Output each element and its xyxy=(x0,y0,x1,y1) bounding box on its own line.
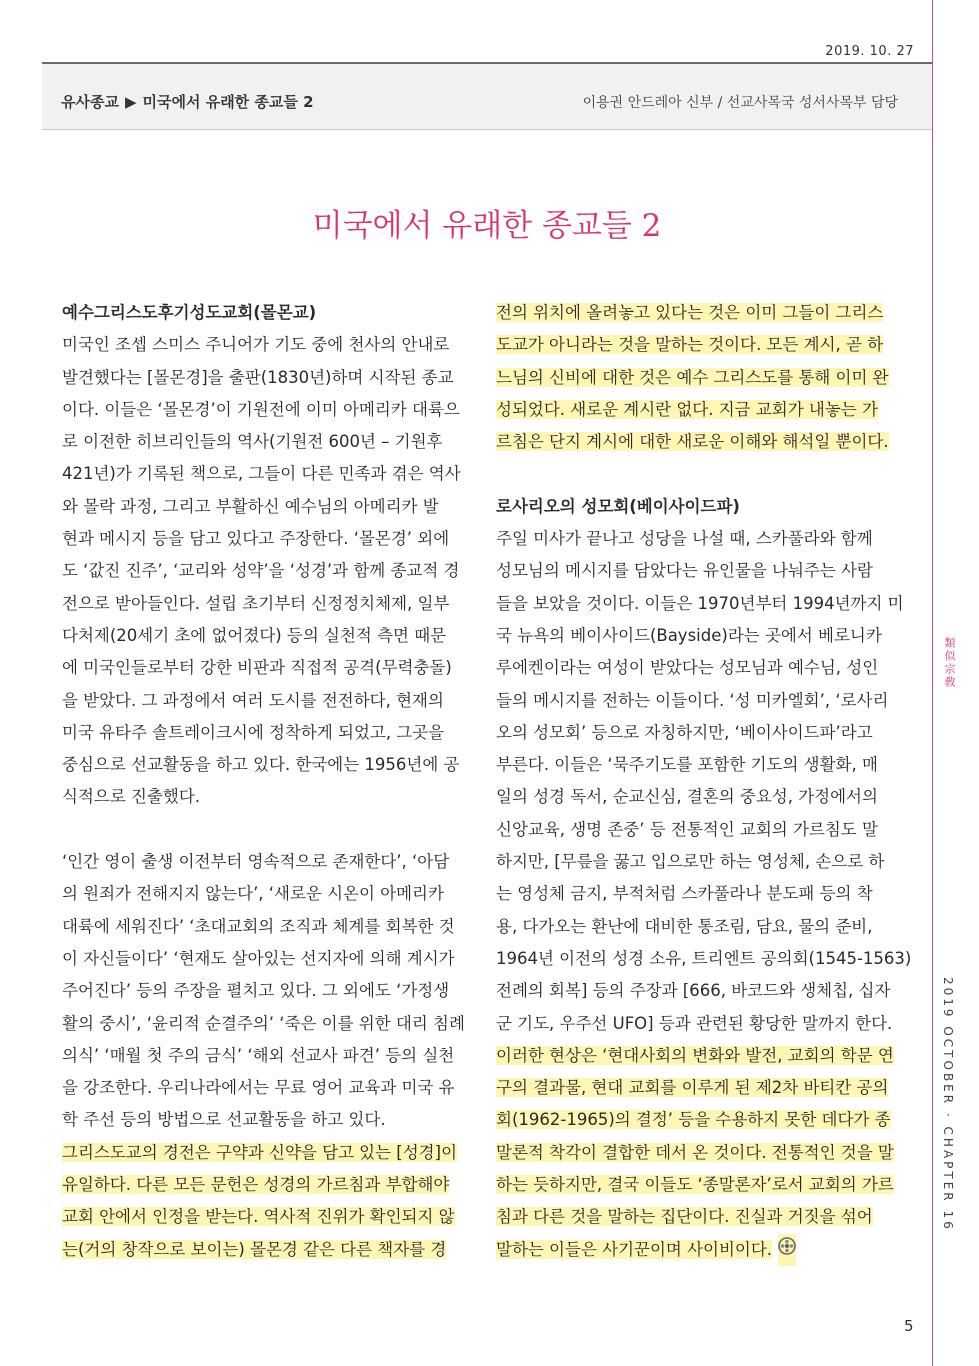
line-text: 중심으로 선교활동을 하고 있다. 한국에는 1956년에 공 xyxy=(62,755,460,775)
article-title: 미국에서 유래한 종교들 2 xyxy=(312,208,662,244)
body-line xyxy=(496,943,912,975)
left-column xyxy=(62,297,465,1266)
body-line xyxy=(496,555,888,587)
line-text: 의 원죄가 전해지지 않는다’, ‘새로운 시온이 아메리카 xyxy=(62,884,444,904)
body-line xyxy=(496,523,888,555)
end-ornament-icon xyxy=(778,1234,796,1266)
line-text: 전의 위치에 올려놓고 있다는 것은 이미 그들이 그리스 xyxy=(496,303,884,322)
right-column xyxy=(496,297,912,1266)
line-text: 활의 중시’, ‘윤리적 순결주의’ ‘죽은 이를 위한 대리 침례 xyxy=(62,1013,465,1033)
line-text: 을 받았다. 그 과정에서 여러 도시를 전전하다, 현재의 xyxy=(62,690,444,710)
line-text: 을 강조한다. 우리나라에서는 무료 영어 교육과 미국 유 xyxy=(62,1078,455,1098)
line-text: 들의 메시지를 전하는 이들이다. ‘성 미카엘회’, ‘로사리 xyxy=(496,690,889,710)
line-text: 는 영성체 금지, 부적처럼 스카풀라나 분도패 등의 착 xyxy=(496,884,873,904)
side-category-label: 類似宗敎 xyxy=(943,637,956,689)
highlighted-line xyxy=(496,1201,888,1233)
highlighted-line xyxy=(496,394,888,426)
line-text: 국 뉴욕의 베이사이드(Bayside)라는 곳에서 베로니카 xyxy=(496,625,882,645)
highlighted-line xyxy=(496,1104,891,1136)
breadcrumb xyxy=(61,91,314,112)
highlighted-line xyxy=(496,1137,894,1169)
body-line xyxy=(62,878,454,910)
sidebar-accent-line xyxy=(932,0,933,1366)
highlighted-line xyxy=(62,1137,458,1169)
breadcrumb-category: 유사종교 xyxy=(61,93,119,111)
line-text: 예수그리스도후기성도교회(몰몬교) xyxy=(62,303,317,322)
line-text: 부른다. 이들은 ‘묵주기도를 포함한 기도의 생활화, 매 xyxy=(496,755,878,775)
line-text: 이다. 이들은 ‘몰몬경’이 기원전에 이미 아메리카 대륙으 xyxy=(62,399,460,419)
line-text: 와 몰락 과정, 그리고 부활하신 예수님의 아메리카 발 xyxy=(62,496,439,516)
line-text: 로사리오의 성모회(베이사이드파) xyxy=(496,496,740,516)
breadcrumb-arrow-icon: ▶ xyxy=(124,93,137,111)
highlighted-line xyxy=(496,1072,888,1104)
highlighted-line xyxy=(496,297,888,329)
author-byline: 이용권 안드레아 신부 / 선교사목국 성서사목부 담당 xyxy=(582,95,898,111)
highlighted-line xyxy=(496,1169,894,1201)
body-line xyxy=(496,685,888,717)
body-line xyxy=(496,975,891,1007)
body-line xyxy=(496,878,888,910)
line-text: 말론적 착각이 결합한 데서 온 것이다. 전통적인 것을 말 xyxy=(496,1142,894,1162)
line-text: 침과 다른 것을 말하는 집단이다. 진실과 거짓을 섞어 xyxy=(496,1207,873,1227)
line-text: 느님의 신비에 대한 것은 예수 그리스도를 통해 이미 완 xyxy=(496,367,889,387)
body-line xyxy=(62,749,460,781)
highlighted-line xyxy=(496,1040,894,1072)
body-line xyxy=(496,588,904,620)
highlighted-line xyxy=(62,1234,454,1266)
body-line xyxy=(62,975,454,1007)
body-line xyxy=(62,362,454,394)
body-line xyxy=(62,652,454,684)
section-header xyxy=(42,62,932,130)
highlighted-line xyxy=(62,1169,454,1201)
body-line xyxy=(62,329,454,361)
line-text: 의식’ ‘매월 첫 주의 금식’ ‘해외 선교사 파견’ 등의 실천 xyxy=(62,1045,455,1065)
body-line xyxy=(496,620,888,652)
body-line xyxy=(62,620,454,652)
line-text: 말하는 이들은 사기꾼이며 사이비이다. xyxy=(496,1239,773,1259)
line-text: 르침은 단지 계시에 대한 새로운 이해와 해석일 뿐이다. xyxy=(496,432,889,452)
line-text: 이 자신들이다’ ‘현재도 살아있는 선지자에 의해 계시가 xyxy=(62,948,455,968)
line-text: 유일하다. 다른 모든 문헌은 성경의 가르침과 부합해야 xyxy=(62,1175,450,1195)
body-line xyxy=(496,781,888,813)
issue-date: 2019. 10. 27 xyxy=(825,44,914,59)
body-line xyxy=(62,1104,454,1136)
line-text: 현과 메시지 등을 담고 있다고 주장한다. ‘몰몬경’ 외에 xyxy=(62,529,450,549)
body-line xyxy=(62,846,454,878)
line-text: 로 이전한 히브리인들의 역사(기원전 600년 – 기원후 xyxy=(62,432,443,452)
highlighted-line xyxy=(496,1234,888,1266)
body-line xyxy=(62,523,454,555)
body-line xyxy=(496,652,888,684)
line-text: 교회 안에서 인정을 받는다. 역사적 진위가 확인되지 않 xyxy=(62,1207,455,1227)
line-text: 도 ‘값진 진주’, ‘교리와 성약’을 ‘성경’과 함께 종교적 경 xyxy=(62,561,460,581)
line-text: 주일 미사가 끝나고 성당을 나설 때, 스카풀라와 함께 xyxy=(496,529,873,549)
body-line xyxy=(62,588,454,620)
line-text: 들을 보았을 것이다. 이들은 1970년부터 1994년까지 미 xyxy=(496,593,904,613)
line-text: 회(1962-1965)의 결정’ 등을 수용하지 못한 데다가 종 xyxy=(496,1110,891,1130)
body-line xyxy=(496,1008,893,1040)
line-text: 미국 유타주 솔트레이크시에 정착하게 되었고, 그곳을 xyxy=(62,722,445,742)
body-line xyxy=(496,814,888,846)
breadcrumb-topic: 미국에서 유래한 종교들 2 xyxy=(142,93,314,111)
line-text: 1964년 이전의 성경 소유, 트리엔트 공의회(1545-1563) xyxy=(496,948,912,968)
body-line xyxy=(62,458,461,490)
highlighted-line xyxy=(496,426,888,458)
line-text: 하지만, [무릎을 꿇고 입으로만 하는 영성체, 손으로 하 xyxy=(496,852,885,872)
section-heading xyxy=(496,491,888,523)
line-text: 발견했다는 [몰몬경]을 출판(1830년)하며 시작된 종교 xyxy=(62,367,454,387)
body-line xyxy=(62,1008,465,1040)
line-text: 루에켄이라는 여성이 받았다는 성모님과 예수님, 성인 xyxy=(496,658,879,678)
line-text: 그리스도교의 경전은 구약과 신약을 담고 있는 [성경]이 xyxy=(62,1142,458,1162)
paragraph-gap xyxy=(62,814,454,846)
line-text: 는(거의 창작으로 보이는) 몰몬경 같은 다른 책자를 경 xyxy=(62,1239,447,1259)
line-text: 도교가 아니라는 것을 말하는 것이다. 모든 계시, 곧 하 xyxy=(496,335,884,355)
page-number: 5 xyxy=(904,1317,914,1335)
highlighted-line xyxy=(496,362,888,394)
line-text: 하는 듯하지만, 결국 이들도 ‘종말론자’로서 교회의 가르 xyxy=(496,1175,894,1195)
body-line xyxy=(62,781,454,813)
line-text: 다처제(20세기 초에 없어졌다) 등의 실천적 측면 때문 xyxy=(62,625,447,645)
body-line xyxy=(62,1040,454,1072)
line-text: 신앙교육, 생명 존중’ 등 전통적인 교회의 가르침도 말 xyxy=(496,819,878,839)
line-text: 미국인 조셉 스미스 주니어가 기도 중에 천사의 안내로 xyxy=(62,335,450,355)
side-chapter-label: 2019 OCTOBER · CHAPTER 16 xyxy=(941,977,955,1232)
body-line xyxy=(496,717,888,749)
body-line xyxy=(496,846,888,878)
line-text: 주어진다’ 등의 주장을 펼치고 있다. 그 외에도 ‘가정생 xyxy=(62,981,450,1001)
line-text: ‘인간 영이 출생 이전부터 영속적으로 존재한다’, ‘아담 xyxy=(62,852,450,872)
body-line xyxy=(62,717,454,749)
body-line xyxy=(62,491,454,523)
line-text: 일의 성경 독서, 순교신심, 결혼의 중요성, 가정에서의 xyxy=(496,787,878,807)
line-text: 식적으로 진출했다. xyxy=(62,787,201,807)
line-text: 전으로 받아들인다. 설립 초기부터 신정정치체제, 일부 xyxy=(62,593,450,613)
line-text: 용, 다가오는 환난에 대비한 통조림, 담요, 물의 준비, xyxy=(496,916,873,936)
highlighted-line xyxy=(496,329,888,361)
line-text: 학 주선 등의 방법으로 선교활동을 하고 있다. xyxy=(62,1110,386,1130)
line-text: 성되었다. 새로운 계시란 없다. 지금 교회가 내놓는 가 xyxy=(496,399,878,419)
paragraph-gap xyxy=(496,458,888,490)
line-text: 오의 성모회’ 등으로 자칭하지만, ‘베이사이드파’라고 xyxy=(496,722,873,742)
body-line xyxy=(62,555,460,587)
body-line xyxy=(496,911,888,943)
line-text: 구의 결과물, 현대 교회를 이루게 된 제2차 바티칸 공의 xyxy=(496,1078,889,1098)
body-line xyxy=(62,426,454,458)
body-line xyxy=(62,394,460,426)
line-text: 전례의 회복] 등의 주장과 [666, 바코드와 생체칩, 십자 xyxy=(496,981,891,1001)
highlighted-line xyxy=(62,1201,454,1233)
line-text: 이러한 현상은 ‘현대사회의 변화와 발전, 교회의 학문 연 xyxy=(496,1045,894,1065)
line-text: 에 미국인들로부터 강한 비판과 직접적 공격(무력충돌) xyxy=(62,658,452,678)
line-text: 군 기도, 우주선 UFO] 등과 관련된 황당한 말까지 한다. xyxy=(496,1013,893,1033)
body-line xyxy=(62,943,454,975)
line-text: 대륙에 세워진다’ ‘초대교회의 조직과 체계를 회복한 것 xyxy=(62,916,455,936)
body-line xyxy=(62,911,454,943)
line-text: 421년)가 기록된 책으로, 그들이 다른 민족과 겪은 역사 xyxy=(62,464,461,484)
body-line xyxy=(496,749,888,781)
section-heading xyxy=(62,297,454,329)
line-text: 성모님의 메시지를 담았다는 유인물을 나눠주는 사람 xyxy=(496,561,873,581)
body-line xyxy=(62,1072,454,1104)
body-line xyxy=(62,685,454,717)
